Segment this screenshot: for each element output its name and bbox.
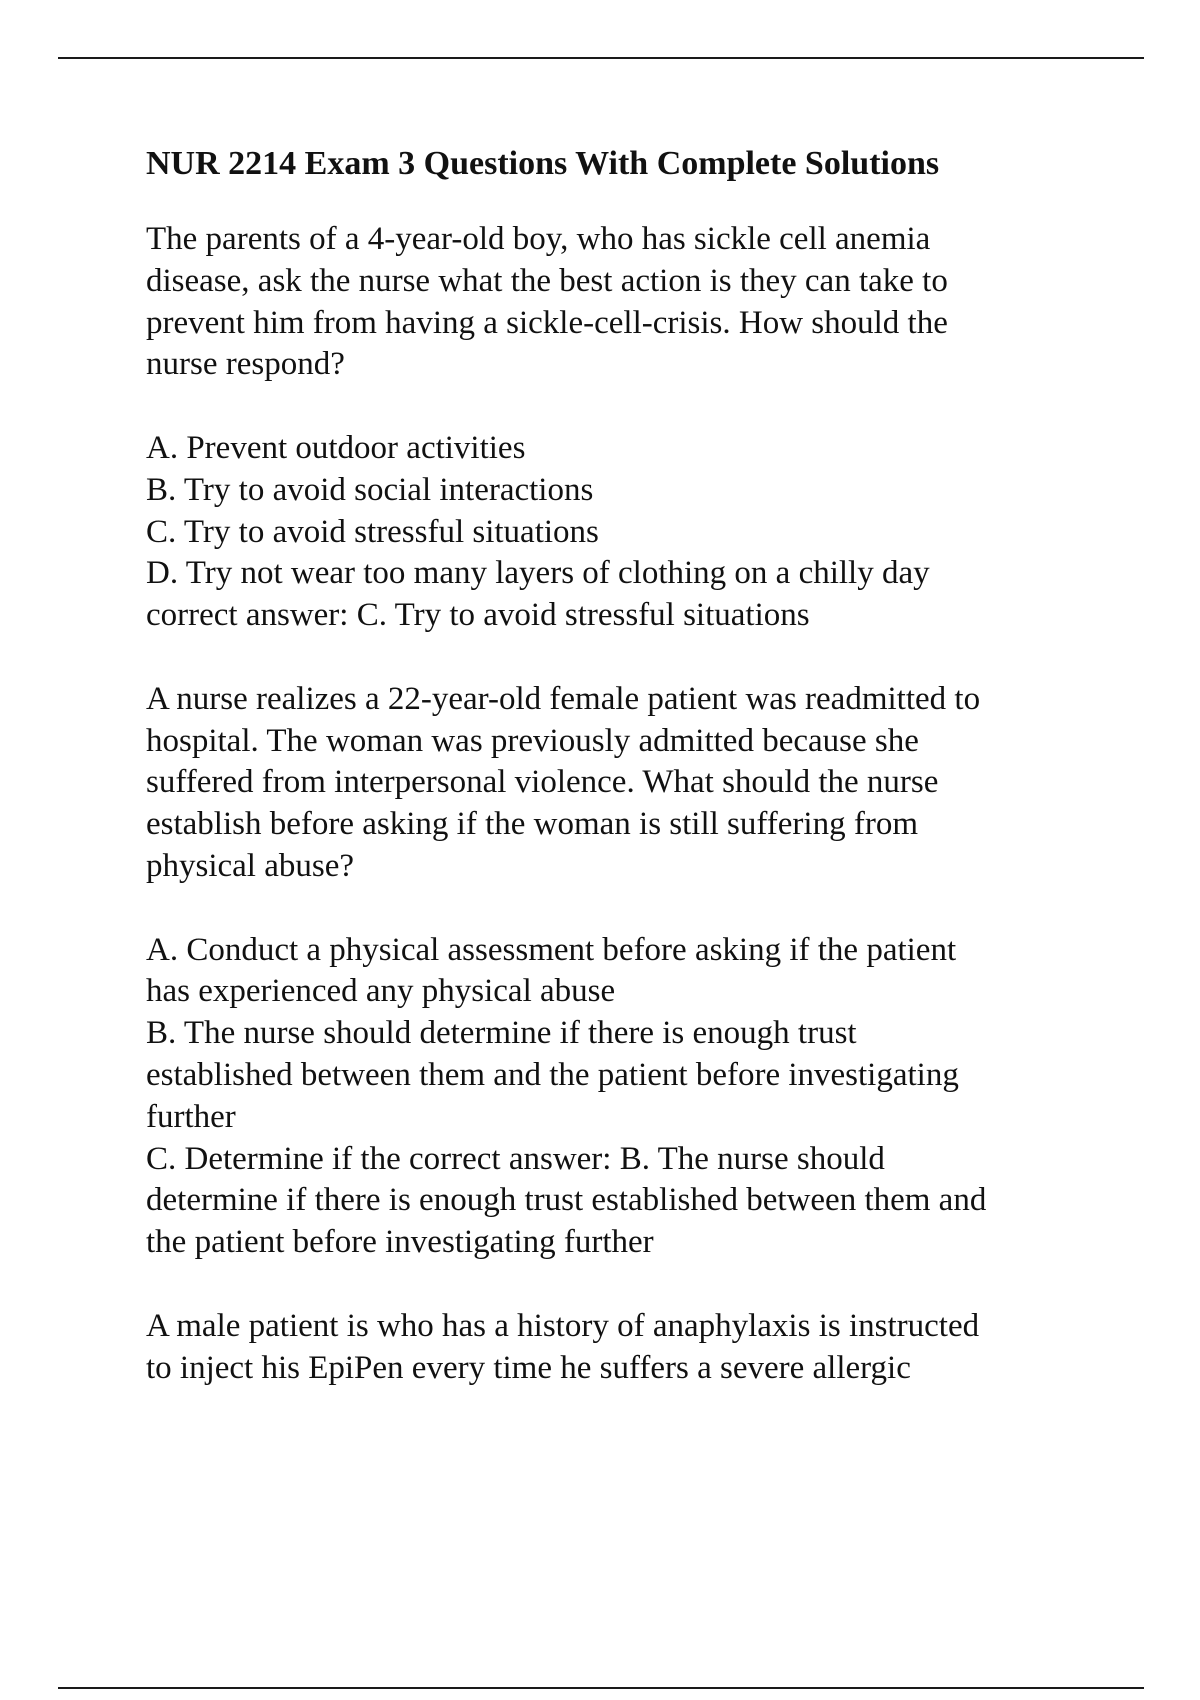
q1-option-d: D. Try not wear too many layers of clothing on a chilly day	[146, 555, 930, 592]
q3-stem-line: A male patient is who has a history of anaphylaxis is instructed	[146, 1307, 980, 1344]
q2-stem-line: hospital. The woman was previously admitted because she	[146, 722, 919, 759]
spacer	[146, 386, 1106, 428]
q1-option-c: C. Try to avoid stressful situations	[146, 513, 599, 550]
q2-stem-line: suffered from interpersonal violence. What should the nurse	[146, 764, 939, 801]
question-2-options	[146, 930, 1106, 1264]
q2-option-line: B. The nurse should determine if there is enough trust	[146, 1015, 857, 1052]
q1-stem-line: The parents of a 4-year-old boy, who has sickle cell anemia	[146, 221, 931, 257]
q2-option-line: has experienced any physical abuse	[146, 973, 616, 1010]
spacer	[146, 637, 1106, 679]
document-body	[146, 144, 1106, 1389]
question-1	[146, 219, 1106, 386]
document-title: NUR 2214 Exam 3 Questions With Complete Solutions	[146, 145, 940, 182]
q1-correct-answer: correct answer: C. Try to avoid stressful situations	[146, 597, 810, 634]
q2-option-line: A. Conduct a physical assessment before asking if the patient	[146, 931, 957, 968]
q2-stem-line: A nurse realizes a 22-year-old female patient was readmitted to	[146, 680, 981, 717]
q2-option-line: C. Determine if the correct answer: B. The nurse should	[146, 1140, 885, 1177]
q2-option-line: established between them and the patient before investigating	[146, 1056, 959, 1093]
q2-stem-line: physical abuse?	[146, 847, 355, 884]
q2-stem-line: establish before asking if the woman is still suffering from	[146, 806, 918, 843]
bottom-rule	[58, 1687, 1144, 1689]
q1-stem-line: nurse respond?	[146, 346, 345, 383]
q2-option-line: the patient before investigating further	[146, 1224, 654, 1261]
top-rule	[58, 57, 1144, 59]
spacer	[146, 1264, 1106, 1306]
question-1-options	[146, 428, 1106, 637]
q1-stem-line: prevent him from having a sickle-cell-crisis. How should the	[146, 304, 948, 341]
question-2	[146, 679, 1106, 888]
q2-option-line: further	[146, 1098, 236, 1135]
question-3	[146, 1306, 1106, 1390]
q3-stem-line: to inject his EpiPen every time he suffers a severe allergic	[146, 1349, 911, 1386]
q1-stem-line: disease, ask the nurse what the best action is they can take to	[146, 262, 948, 299]
q1-option-b: B. Try to avoid social interactions	[146, 471, 594, 508]
q1-option-a: A. Prevent outdoor activities	[146, 429, 526, 466]
spacer	[146, 888, 1106, 930]
q2-option-line: determine if there is enough trust established between them and	[146, 1182, 987, 1219]
